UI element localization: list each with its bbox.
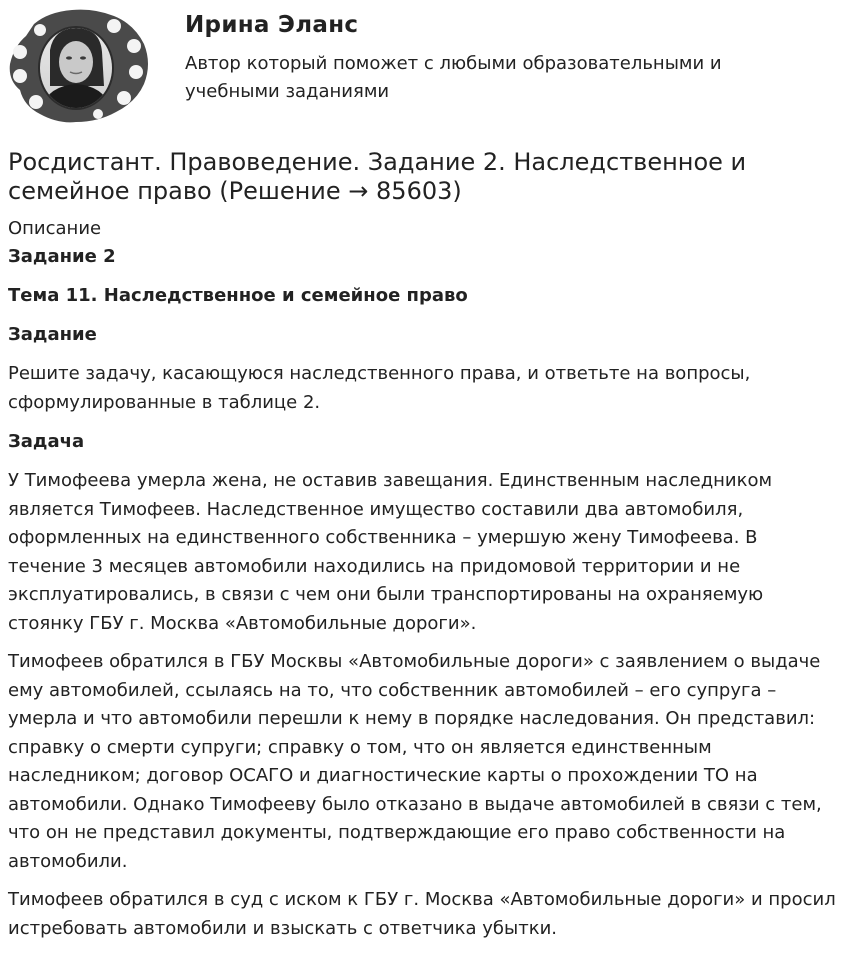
problem-paragraph: Тимофеев обратился в суд с иском к ГБУ г. Москва «Автомобильные дороги» и просил истребовать автомобили и взыскать с ответчика убытки. (8, 889, 836, 939)
problem-paragraph: Тимофеев обратился в ГБУ Москвы «Автомобильные дороги» с заявлением о выдаче ему автомобилей, ссылаясь на то, что собственник автомобилей – его супруга – умерла и что автомобили перешли к нему в порядке наследования. Он представил: справку о смерти супруги; справку о том, что он является единственным наследником; договор ОСАГО и диагностические карты о прохождении ТО на автомобили. Однако Тимофееву было отказано в выдаче автомобилей в связи с тем, что он не представил документы, подтверждающие его право собственности на автомобили. (8, 651, 822, 872)
task-text: Решите задачу, касающуюся наследственного права, и ответьте на вопросы, сформулированные в таблице 2. (8, 363, 751, 413)
document-title: Росдистант. Правоведение. Задание 2. Наследственное и семейное право (Решение → 85603) (8, 148, 747, 205)
problem-heading: Задача (8, 431, 85, 452)
avatar (6, 6, 152, 126)
author-header (0, 0, 847, 130)
author-name: Ирина Эланс (185, 12, 359, 38)
problem-paragraph: У Тимофеева умерла жена, не оставив завещания. Единственным наследником является Тимофеев. Наследственное имущество составили два автомобиля, оформленных на единственного собственника – умершую жену Тимофеева. В течение 3 месяцев автомобили находились на придомовой территории и не эксплуатировались, в связи с чем они были транспортированы на охраняемую стоянку ГБУ г. Москва «Автомобильные дороги». (8, 470, 773, 634)
author-avatar-image (6, 6, 152, 126)
document-body (8, 215, 838, 943)
topic-heading: Тема 11. Наследственное и семейное право (8, 285, 468, 306)
task-number: Задание 2 (8, 246, 116, 267)
task-heading: Задание (8, 324, 97, 345)
description-label: Описание (8, 218, 102, 239)
author-description: Автор который поможет с любыми образовательными и учебными заданиями (185, 53, 722, 102)
